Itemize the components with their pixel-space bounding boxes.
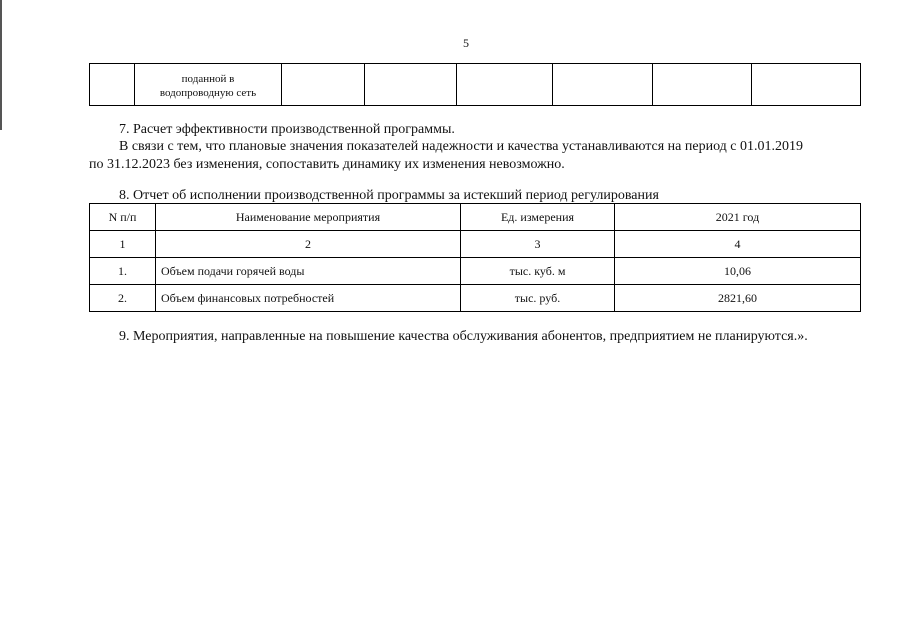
- table-row: [90, 285, 861, 312]
- table-index-row: [90, 231, 861, 258]
- row-number-cell: 2.: [90, 285, 156, 312]
- section-9-text: 9. Мероприятия, направленные на повышение качества обслуживания абонентов, предприятием не планируются.».: [119, 329, 808, 344]
- header-cell-number: N п/п: [90, 204, 156, 231]
- report-table: [89, 203, 861, 312]
- header-cell-unit: Ед. измерения: [461, 204, 615, 231]
- table-cell: [752, 64, 861, 106]
- page-edge-line: [0, 0, 2, 130]
- index-cell: 2: [156, 231, 461, 258]
- table-cell: [90, 64, 135, 106]
- table-cell-label: [135, 64, 282, 106]
- row-value-cell: 2821,60: [615, 285, 861, 312]
- table-cell: [653, 64, 752, 106]
- row-unit-cell: тыс. руб.: [461, 285, 615, 312]
- section-7-heading: 7. Расчет эффективности производственной программы.: [119, 122, 455, 137]
- section-7-text-line-1: В связи с тем, что плановые значения показателей надежности и качества устанавливаются на период с 01.01.2019: [119, 139, 804, 154]
- label-line-2: водопроводную сеть: [159, 86, 257, 99]
- table-cell: [282, 64, 365, 106]
- table-row: [90, 64, 861, 106]
- row-value-cell: 10,06: [615, 258, 861, 285]
- header-cell-year: 2021 год: [615, 204, 861, 231]
- table-header-row: [90, 204, 861, 231]
- table-cell: [457, 64, 553, 106]
- row-name-cell: Объем финансовых потребностей: [156, 285, 461, 312]
- continued-table: [89, 63, 861, 106]
- row-unit-cell: тыс. куб. м: [461, 258, 615, 285]
- section-7-text-line-2: по 31.12.2023 без изменения, сопоставить динамику их изменения невозможно.: [89, 157, 565, 172]
- label-line-1: поданной в: [181, 72, 235, 85]
- section-8-heading: 8. Отчет об исполнении производственной программы за истекший период регулирования: [119, 188, 659, 203]
- table-cell: [553, 64, 653, 106]
- table-row: [90, 258, 861, 285]
- page-number: 5: [463, 36, 469, 50]
- table-cell: [365, 64, 457, 106]
- index-cell: 1: [90, 231, 156, 258]
- header-cell-name: Наименование мероприятия: [156, 204, 461, 231]
- index-cell: 3: [461, 231, 615, 258]
- row-number-cell: 1.: [90, 258, 156, 285]
- row-name-cell: Объем подачи горячей воды: [156, 258, 461, 285]
- index-cell: 4: [615, 231, 861, 258]
